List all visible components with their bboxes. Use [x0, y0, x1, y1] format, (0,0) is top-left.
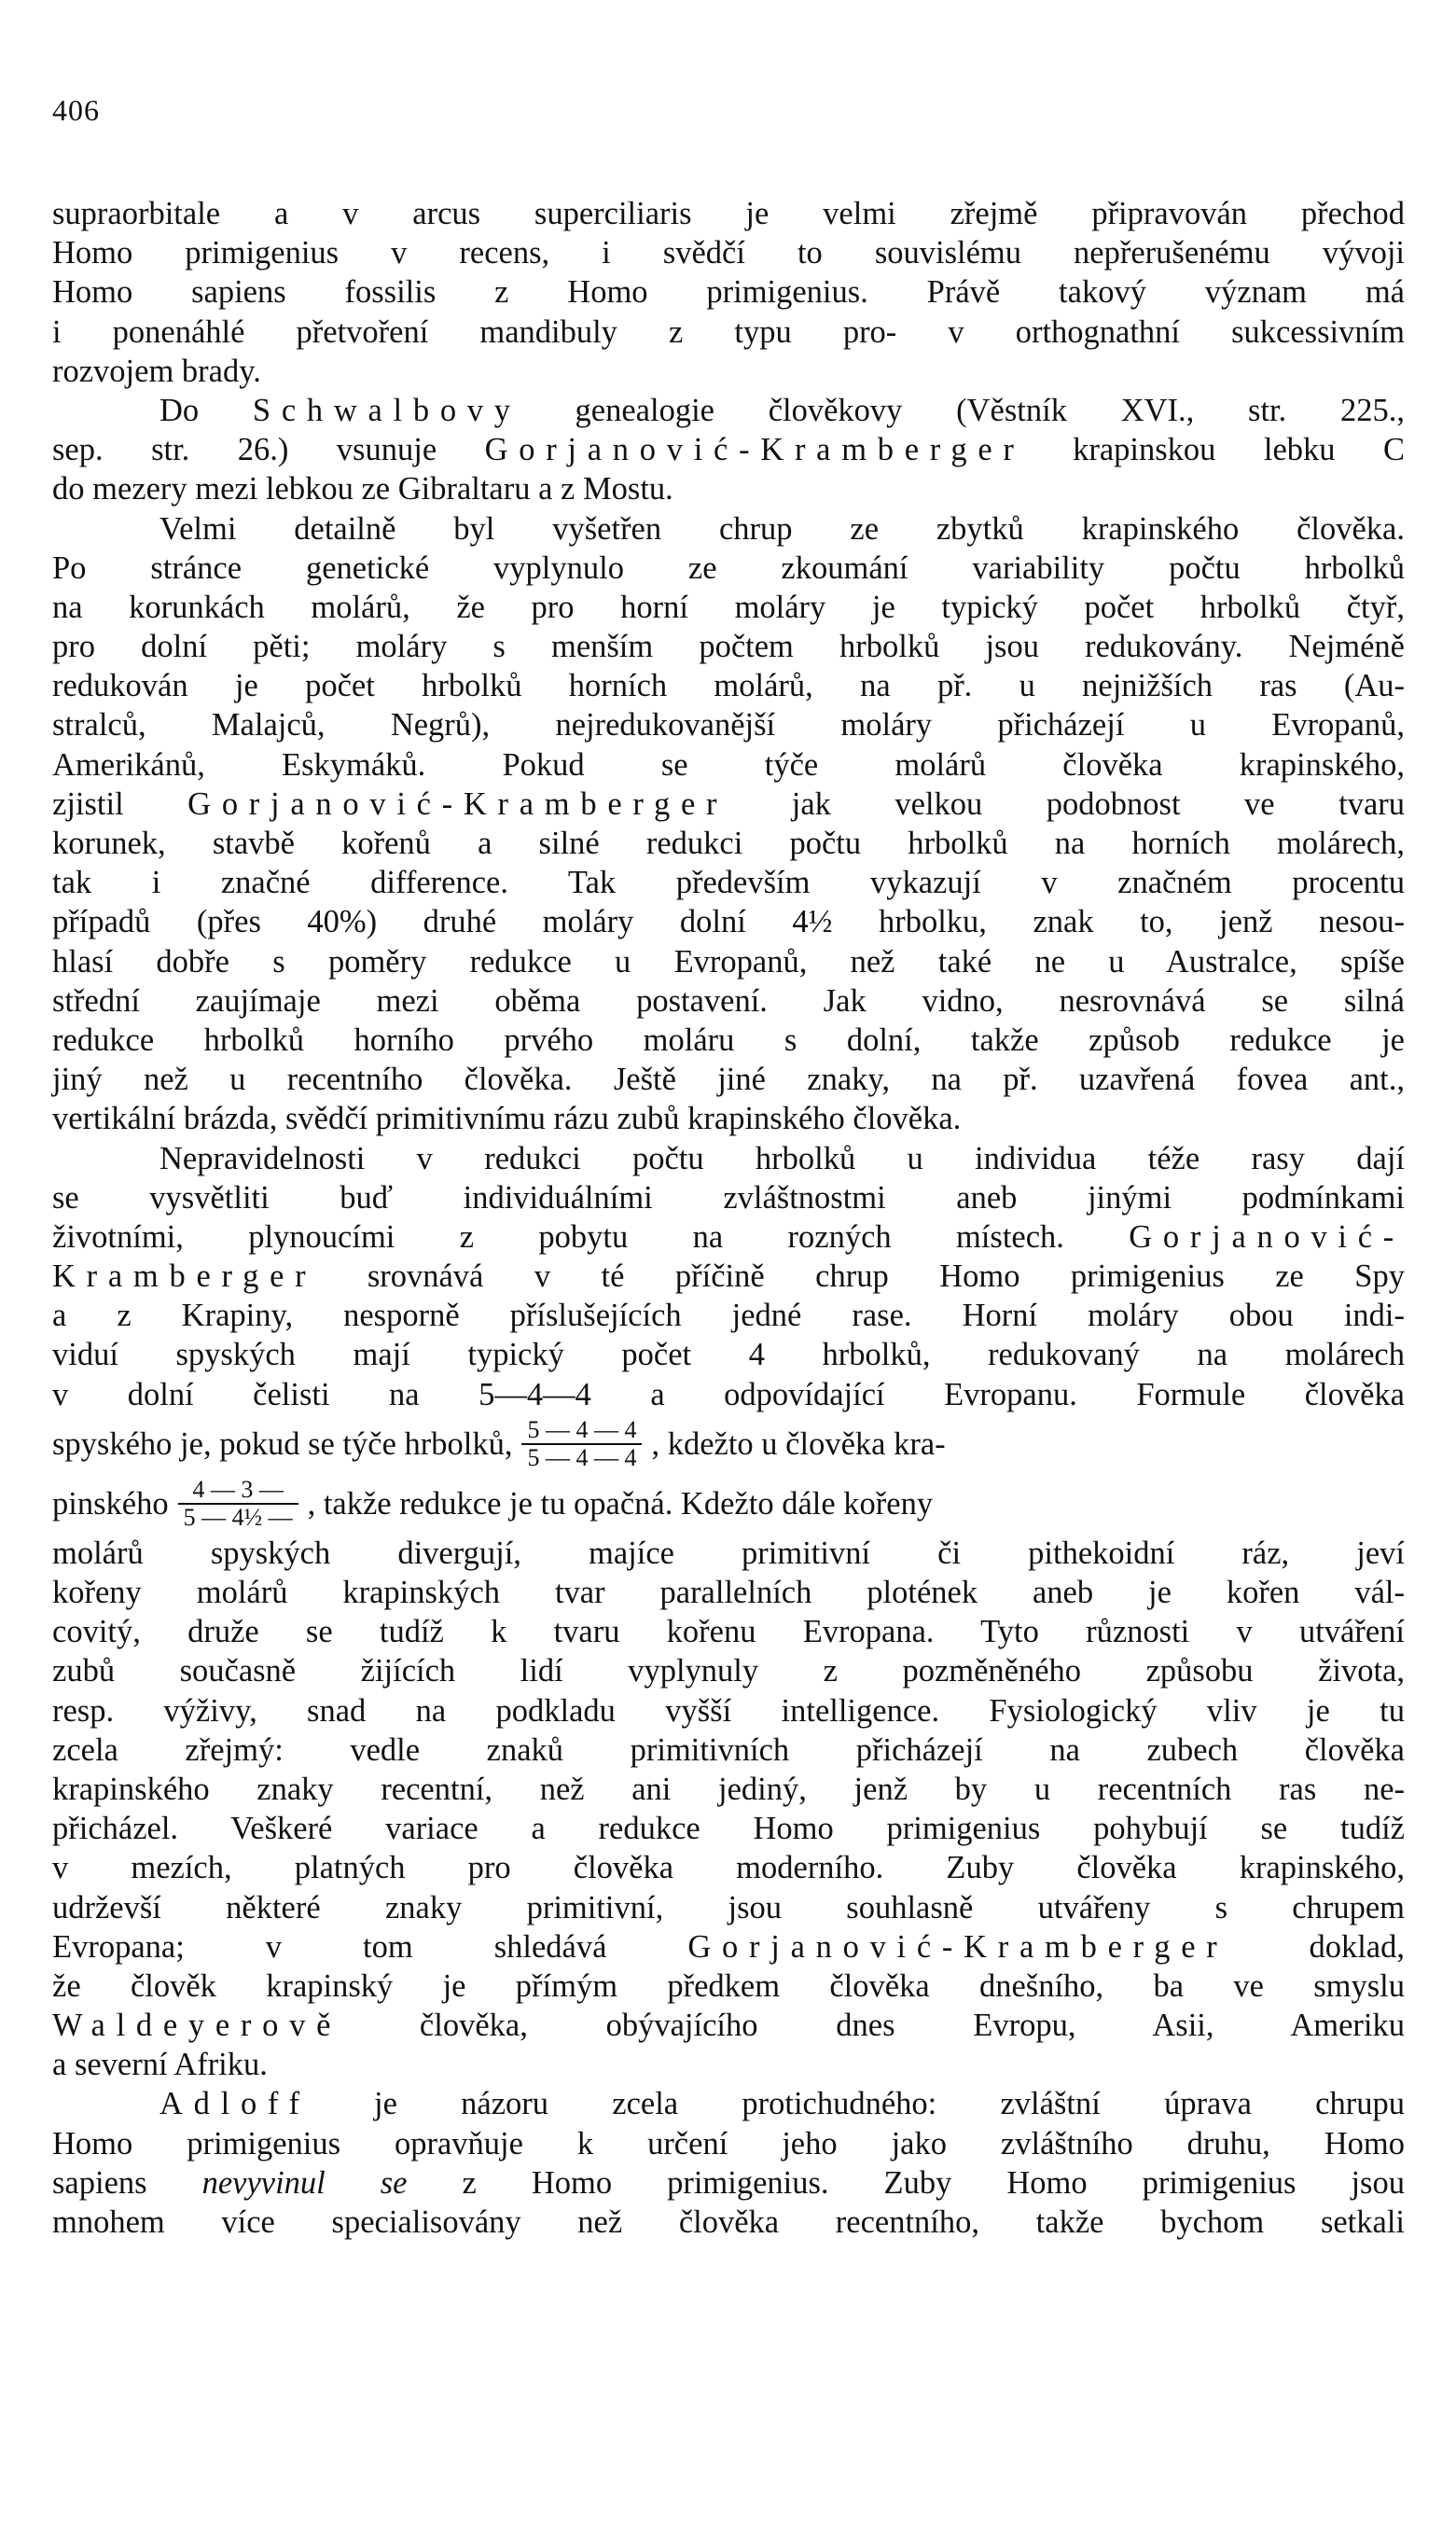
text-span: sep. str. 26.) vsunuje — [52, 432, 485, 468]
text-line: do mezery mezi lebkou ze Gibraltaru a z Mostu. — [52, 471, 673, 507]
text-span: člověka, obývajícího dnes Evropu, Asii, Ameriku — [341, 2008, 1405, 2044]
text-line — [52, 391, 1405, 430]
text-line: střední zaujímaje mezi oběma postavení. Jak vidno, nesrovnává se silná — [52, 982, 1405, 1019]
author-name-schwalbe: Schwalbovy — [252, 392, 521, 428]
text-line: se vysvětliti buď individuálními zvláštnostmi aneb jinými podmínkami — [52, 1179, 1405, 1216]
text-line: v mezích, platných pro člověka moderního. Zuby člověka krapinského, — [52, 1850, 1405, 1886]
text-line: přicházel. Veškeré variace a redukce Homo primigenius pohybují se tudíž — [52, 1811, 1405, 1847]
formula-denominator: 5 — 4 — 4 — [527, 1443, 637, 1471]
text-line — [52, 1257, 1405, 1296]
molar-formula-krapina — [178, 1477, 298, 1531]
text-line: Velmi detailně byl vyšetřen chrup ze zbytků krapinského člověka. — [159, 510, 1405, 547]
text-span: spyského je, pokud se týče hrbolků, — [52, 1425, 513, 1462]
text-line: na korunkách molárů, že pro horní moláry je typický počet hrbolků čtyř, — [52, 589, 1405, 625]
text-line: korunek, stavbě kořenů a silné redukci počtu hrbolků na horních molárech, — [52, 826, 1405, 861]
text-span: z Homo primigenius. Zuby Homo primigenius jsou — [407, 2164, 1405, 2201]
author-name-gorjanovic: Gorjanović-Kramberger — [687, 1928, 1228, 1965]
text-line: vertikální brázda, svědčí primitivnímu rázu zubů krapinského člověka. — [52, 1101, 962, 1137]
text-line: jiný než u recentního člověka. Ještě jiné znaky, na př. uzavřená fovea ant., — [52, 1062, 1405, 1098]
formula-numerator: 4 — 3 — — [192, 1475, 284, 1503]
text-span: životními, plynoucími z pobytu na rozných místech. — [52, 1218, 1130, 1255]
text-span: , takže redukce je tu opačná. Kdežto dále kořeny — [307, 1485, 934, 1522]
text-line: resp. výživy, snad na podkladu vyšší intelligence. Fysiologický vliv je tu — [52, 1692, 1405, 1729]
emphasis-text: nevyvinul se — [201, 2164, 408, 2201]
author-name-gorjanovic: Gorjanović-Kramberger — [187, 785, 728, 822]
text-line — [52, 1927, 1405, 1967]
text-line: krapinského znaky recentní, než ani jediný, jenž by u recentních ras ne- — [52, 1771, 1405, 1807]
text-line: Homo sapiens fossilis z Homo primigenius. Právě takový význam má — [52, 274, 1405, 311]
text-line: i ponenáhlé přetvoření mandibuly z typu pro- v orthognathní sukcessivním — [52, 313, 1405, 350]
text-span: zjistil — [52, 785, 188, 822]
author-name-waldeyer: Waldeyerově — [52, 2008, 342, 2044]
page-number: 406 — [52, 93, 100, 127]
text-line: supraorbitale a v arcus superciliaris je velmi zřejmě připravován přechod — [52, 196, 1405, 231]
author-name-adloff: Adloff — [159, 2086, 311, 2122]
text-line: případů (přes 40%) druhé moláry dolní 4½ hrbolku, znak to, jenž nesou- — [52, 904, 1405, 940]
text-line: pro dolní pěti; moláry s menším počtem hrbolků jsou redukovány. Nejméně — [52, 629, 1405, 665]
text-line — [52, 2006, 1405, 2045]
text-line: viduí spyských mají typický počet 4 hrbolků, redukovaný na molárech — [52, 1337, 1405, 1373]
formula-numerator: 5 — 4 — 4 — [527, 1415, 637, 1443]
author-name-kramberger: Kramberger — [52, 1258, 317, 1295]
text-line: Nepravidelnosti v redukci počtu hrbolků u individua téže rasy dají — [159, 1140, 1405, 1176]
text-span: doklad, — [1227, 1928, 1405, 1965]
text-line: zubů současně žijících lidí vyplynuly z pozměněného způsobu života, — [52, 1653, 1405, 1689]
text-line: že člověk krapinský je přímým předkem člověka dnešního, ba ve smyslu — [52, 1967, 1405, 2004]
text-line: molárů spyských divergují, majíce primitivní či pithekoidní ráz, jeví — [52, 1535, 1405, 1571]
text-line: redukce hrbolků horního prvého moláru s dolní, takže způsob redukce je — [52, 1022, 1405, 1058]
text-line — [52, 2084, 1405, 2123]
text-span: jak velkou podobnost ve tvaru — [728, 785, 1405, 822]
text-span: genealogie člověkovy (Věstník XVI., str. 225., — [520, 392, 1405, 428]
molar-formula-spy — [521, 1417, 642, 1471]
text-span: pinského — [52, 1485, 169, 1522]
text-line: stralců, Malajců, Negrů), nejredukovanější moláry přicházejí u Evropanů, — [52, 707, 1405, 744]
text-line: hlasí dobře s poměry redukce u Evropanů, než také ne u Australce, spíše — [52, 943, 1405, 980]
formula-line — [52, 1474, 1405, 1534]
text-line: Homo primigenius v recens, i svědčí to souvislému nepřerušenému vývoji — [52, 235, 1405, 271]
formula-line — [52, 1414, 1405, 1474]
text-span: Evropana; v tom shledává — [52, 1928, 688, 1965]
text-span: srovnává v té příčině chrup Homo primigenius ze Spy — [316, 1258, 1405, 1295]
body-text — [52, 194, 1405, 2242]
text-line — [52, 1217, 1405, 1257]
text-line: tak i značné difference. Tak především vykazují v značném procentu — [52, 865, 1405, 901]
text-line — [52, 430, 1405, 469]
text-line: udrževší některé znaky primitivní, jsou souhlasně utvářeny s chrupem — [52, 1889, 1405, 1925]
text-line: zcela zřejmý: vedle znaků primitivních přicházejí na zubech člověka — [52, 1731, 1405, 1768]
text-line: mnohem více specialisovány než člověka recentního, takže bychom setkali — [52, 2204, 1405, 2240]
text-span: je názoru zcela protichudného: zvláštní úprava chrupu — [310, 2086, 1405, 2122]
text-line: redukován je počet hrbolků horních molárů, na př. u nejnižších ras (Au- — [52, 668, 1405, 704]
text-line: v dolní čelisti na 5—4—4 a odpovídající Evropanu. Formule člověka — [52, 1376, 1405, 1412]
text-line: kořeny molárů krapinských tvar parallelních plotének aneb je kořen vál- — [52, 1575, 1405, 1610]
text-line: a severní Afriku. — [52, 2047, 268, 2083]
formula-denominator: 5 — 4½ — — [183, 1503, 293, 1531]
text-span: sapiens — [52, 2164, 202, 2201]
author-name-gorjanovic: Gorjanović- — [1129, 1218, 1405, 1255]
author-name-gorjanovic: Gorjanović-Kramberger — [484, 432, 1025, 468]
text-span: krapinskou lebku C — [1024, 432, 1405, 468]
text-line: Amerikánů, Eskymáků. Pokud se týče molárů člověka krapinského, — [52, 746, 1405, 783]
text-line: Po stránce genetické vyplynulo ze zkoumání variability počtu hrbolků — [52, 549, 1405, 586]
text-span: , kdežto u člověka kra- — [651, 1425, 946, 1462]
text-line: rozvojem brady. — [52, 353, 261, 389]
text-line: covitý, druže se tudíž k tvaru kořenu Evropana. Tyto různosti v utváření — [52, 1614, 1405, 1650]
text-line — [52, 2163, 1405, 2203]
text-line: Homo primigenius opravňuje k určení jeho jako zvláštního druhu, Homo — [52, 2125, 1405, 2162]
text-line — [52, 785, 1405, 824]
text-span: Do — [159, 392, 253, 428]
text-line: a z Krapiny, nesporně příslušejících jedné rase. Horní moláry obou indi- — [52, 1298, 1405, 1334]
